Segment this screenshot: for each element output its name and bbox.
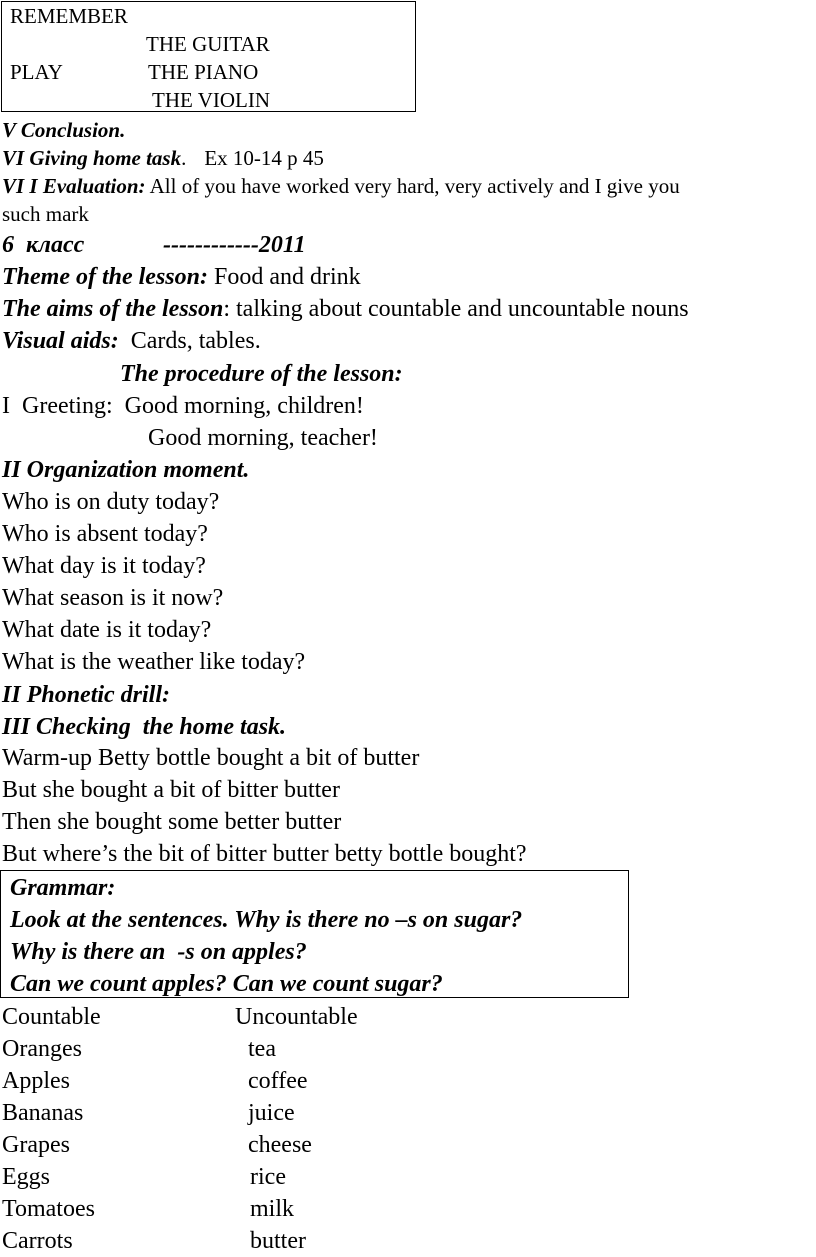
- grammar-heading: Grammar:: [10, 875, 116, 901]
- warmup-line: Then she bought some better butter: [2, 809, 342, 835]
- uncountable-noun: milk: [250, 1196, 295, 1222]
- evaluation-label: VI I Evaluation:: [2, 174, 146, 198]
- remember-item-piano: THE PIANO: [148, 60, 259, 84]
- aims-label: The aims of the lesson: [2, 296, 224, 322]
- uncountable-noun: cheese: [248, 1132, 312, 1158]
- countable-noun: Oranges: [2, 1036, 82, 1062]
- question-item: What season is it now?: [2, 585, 224, 611]
- countable-noun: Apples: [2, 1068, 70, 1094]
- visual-aids-label: Visual aids:: [2, 328, 119, 354]
- aims-value: : talking about countable and uncountable nouns: [223, 296, 689, 322]
- visual-aids-value: Cards, tables.: [118, 328, 261, 354]
- organization-heading: II Organization moment.: [2, 457, 250, 483]
- greeting-line-1: I Greeting: Good morning, children!: [2, 393, 364, 419]
- countable-noun: Bananas: [2, 1100, 84, 1126]
- grammar-question: Why is there an -s on apples?: [10, 939, 307, 965]
- countable-noun: Grapes: [2, 1132, 70, 1158]
- warmup-line: Warm-up Betty bottle bought a bit of butter: [2, 745, 420, 771]
- uncountable-noun: butter: [250, 1228, 306, 1254]
- aims-line: [2, 297, 689, 321]
- theme-value: Food and drink: [207, 264, 361, 290]
- home-task-line: [2, 148, 324, 169]
- lesson-date: ------------2011: [163, 232, 306, 258]
- home-task-dot: .: [181, 146, 187, 170]
- question-item: What day is it today?: [2, 553, 206, 579]
- warmup-line: But where’s the bit of bitter butter betty bottle bought?: [2, 841, 527, 867]
- visual-aids-line: [2, 329, 261, 353]
- greeting-line-2: Good morning, teacher!: [148, 425, 378, 451]
- home-task-value: Ex 10-14 p 45: [204, 146, 324, 170]
- countable-header: Countable: [2, 1004, 101, 1030]
- uncountable-noun: rice: [250, 1164, 286, 1190]
- uncountable-noun: coffee: [248, 1068, 308, 1094]
- question-item: Who is on duty today?: [2, 489, 220, 515]
- grade-label: 6 класс: [2, 232, 85, 258]
- question-item: Who is absent today?: [2, 521, 208, 547]
- grammar-question: Look at the sentences. Why is there no –s on sugar?: [10, 907, 523, 933]
- procedure-heading: The procedure of the lesson:: [120, 361, 403, 387]
- countable-noun: Carrots: [2, 1228, 73, 1254]
- play-label: PLAY: [10, 60, 63, 84]
- phonetic-drill-heading: II Phonetic drill:: [2, 682, 171, 708]
- evaluation-line: [2, 176, 680, 197]
- warmup-line: But she bought a bit of bitter butter: [2, 777, 340, 803]
- theme-label: Theme of the lesson:: [2, 264, 208, 290]
- evaluation-text-2: such mark: [2, 202, 89, 226]
- grammar-question: Can we count apples? Can we count sugar?: [10, 971, 443, 997]
- uncountable-noun: juice: [248, 1100, 295, 1126]
- remember-item-violin: THE VIOLIN: [152, 88, 271, 112]
- uncountable-header: Uncountable: [235, 1004, 358, 1030]
- theme-line: [2, 265, 361, 289]
- remember-item-guitar: THE GUITAR: [146, 32, 270, 56]
- evaluation-text: All of you have worked very hard, very actively and I give you: [145, 174, 680, 198]
- remember-label: REMEMBER: [10, 4, 128, 28]
- question-item: What date is it today?: [2, 617, 212, 643]
- uncountable-noun: tea: [248, 1036, 276, 1062]
- countable-noun: Tomatoes: [2, 1196, 95, 1222]
- checking-home-task-heading: III Checking the home task.: [2, 714, 287, 740]
- home-task-label: VI Giving home task: [2, 146, 182, 170]
- countable-noun: Eggs: [2, 1164, 50, 1190]
- conclusion-heading: V Conclusion.: [2, 118, 126, 142]
- question-item: What is the weather like today?: [2, 649, 306, 675]
